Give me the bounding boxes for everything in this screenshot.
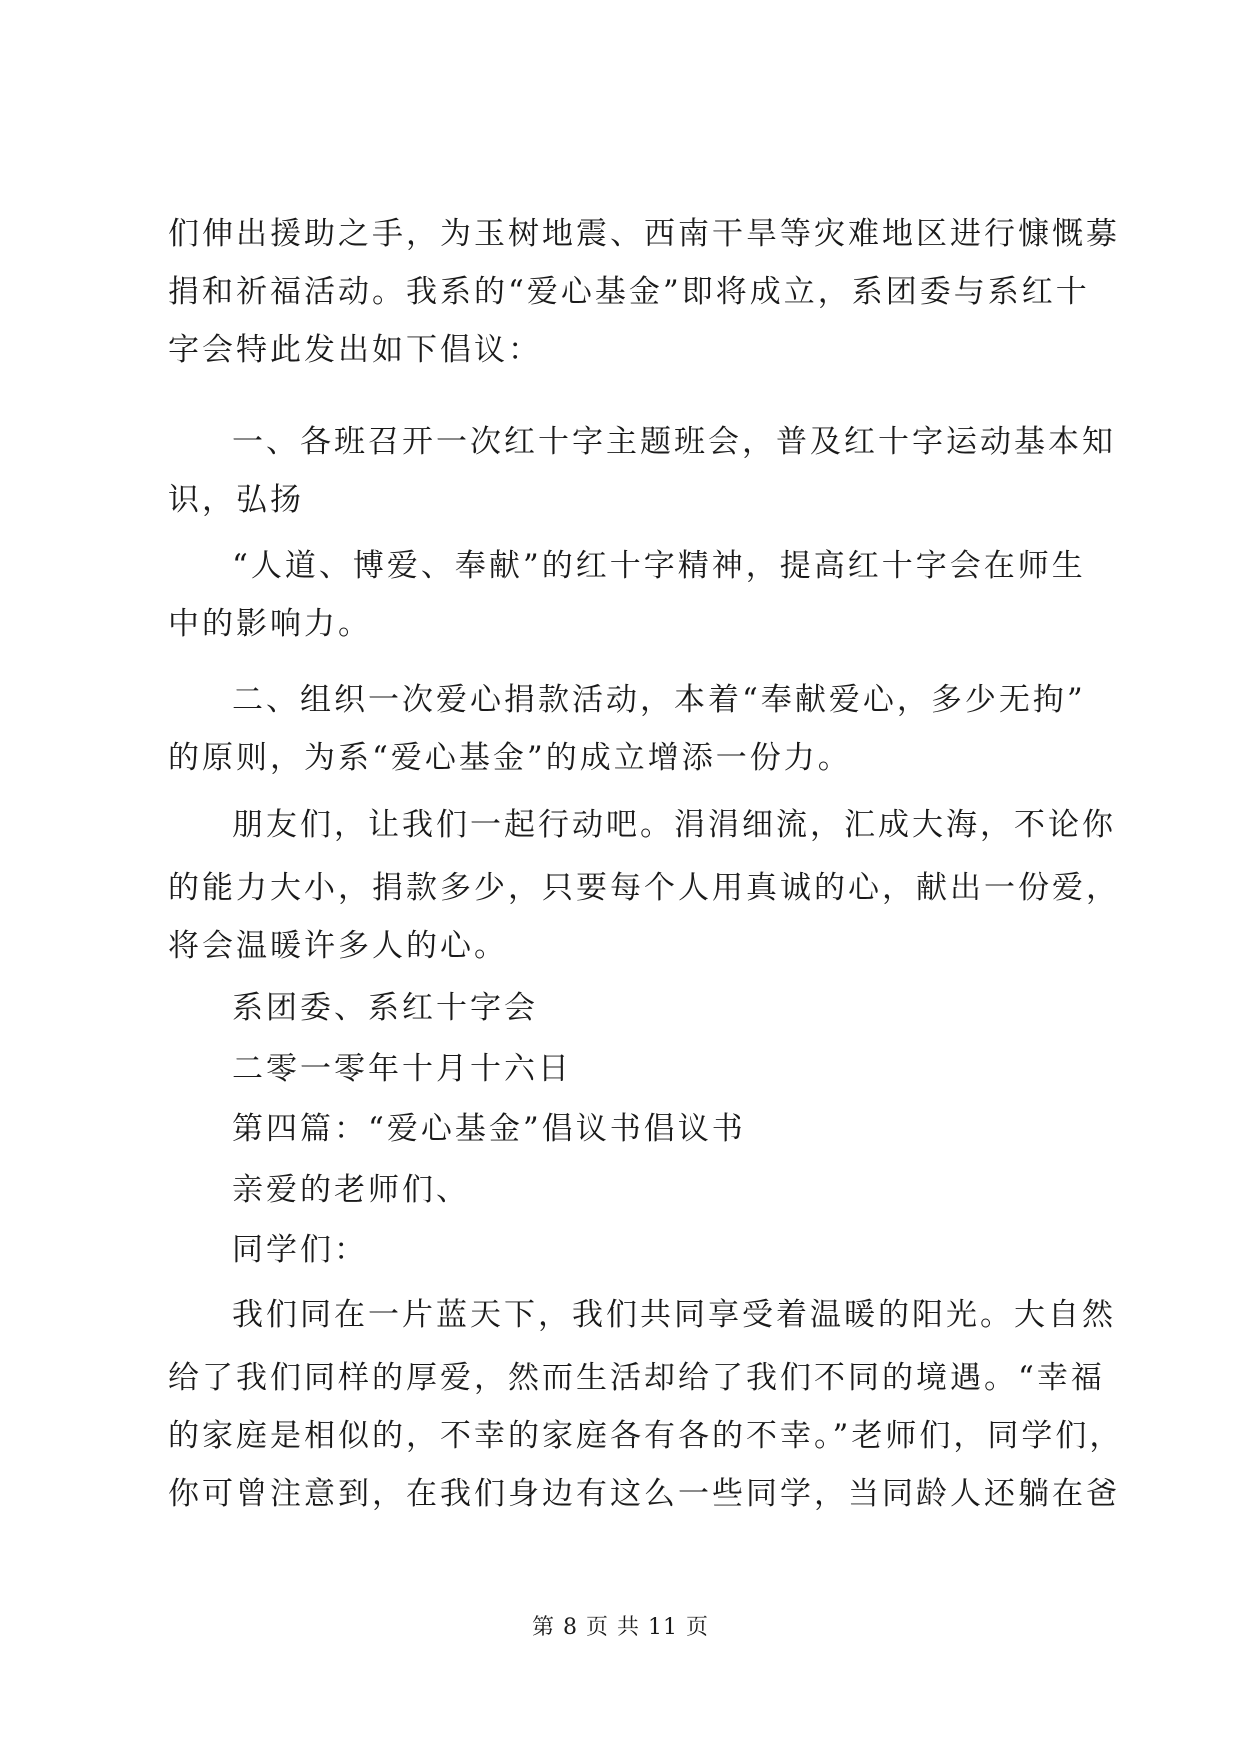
text-line: 我们同在一片蓝天下，我们共同享受着温暖的阳光。大自然 <box>232 1297 1116 1333</box>
text-line: 将会温暖许多人的心。 <box>168 928 508 964</box>
text-line: 一、各班召开一次红十字主题班会，普及红十字运动基本知 <box>232 424 1116 460</box>
text-line: 捐和祈福活动。我系的“爱心基金”即将成立，系团委与系红十 <box>168 274 1090 310</box>
text-line: 你可曾注意到，在我们身边有这么一些同学，当同龄人还躺在爸 <box>168 1476 1120 1512</box>
section-heading: 第四篇：“爱心基金”倡议书倡议书 <box>232 1111 746 1147</box>
text-line: 识，弘扬 <box>168 482 304 518</box>
text-line: 的原则，为系“爱心基金”的成立增添一份力。 <box>168 740 852 776</box>
text-line: 二零一零年十月十六日 <box>232 1051 572 1087</box>
text-line: 给了我们同样的厚爱，然而生活却给了我们不同的境遇。“幸福 <box>168 1360 1105 1396</box>
page-number-footer: 第 8 页 共 11 页 <box>532 1615 709 1640</box>
text-line: 亲爱的老师们、 <box>232 1172 470 1208</box>
text-line: 字会特此发出如下倡议： <box>168 332 542 368</box>
text-line: 的能力大小，捐款多少，只要每个人用真诚的心，献出一份爱， <box>168 870 1120 906</box>
text-line: 系团委、系红十字会 <box>232 990 538 1026</box>
text-line: 二、组织一次爱心捐款活动，本着“奉献爱心，多少无拘” <box>232 682 1086 718</box>
text-line: “人道、博爱、奉献”的红十字精神，提高红十字会在师生 <box>232 548 1086 584</box>
text-line: 的家庭是相似的，不幸的家庭各有各的不幸。”老师们，同学们， <box>168 1418 1124 1454</box>
text-line: 中的影响力。 <box>168 606 372 642</box>
text-line: 朋友们，让我们一起行动吧。涓涓细流，汇成大海，不论你 <box>232 807 1116 843</box>
text-line: 同学们： <box>232 1232 368 1268</box>
text-line: 们伸出援助之手，为玉树地震、西南干旱等灾难地区进行慷慨募 <box>168 216 1120 252</box>
